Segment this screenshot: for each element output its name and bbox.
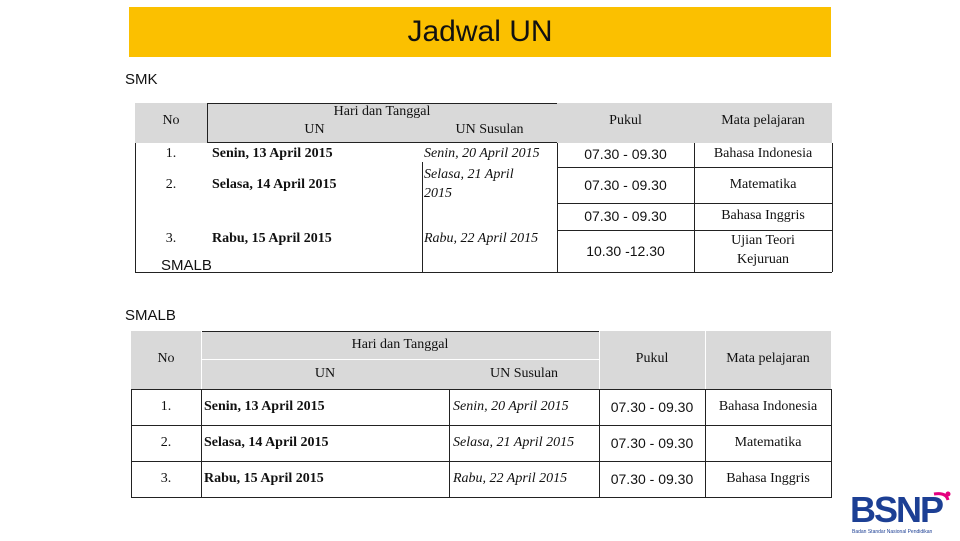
smk-row-1-pukul: 07.30 - 09.30 (584, 146, 667, 162)
smk-row-1-no: 1. (165, 146, 177, 161)
smalb-row-2-no: 2. (160, 435, 172, 450)
smalb-row-3-mapel: Bahasa Inggris (726, 471, 810, 486)
smk-row-1-un: Senin, 13 April 2015 (212, 146, 333, 161)
smalb-header-un-susulan: UN Susulan (489, 366, 559, 381)
smk-row-2-mapel: Matematika (729, 177, 797, 192)
page-title: Jadwal UN (407, 15, 553, 48)
smalb-row-3-no: 3. (160, 471, 172, 486)
smk-row-2-pukul: 07.30 - 09.30 (584, 177, 667, 193)
smk-row-3-un: Rabu, 15 April 2015 (212, 231, 332, 246)
smk-row-3b-pukul: 10.30 -12.30 (586, 243, 665, 259)
smk-row-3-no: 3. (165, 231, 177, 246)
smk-row-2-susulan-line1: Selasa, 21 April (424, 167, 514, 182)
smk-header-hari-tanggal: Hari dan Tanggal (333, 104, 431, 119)
smk-header-un-susulan: UN Susulan (455, 122, 524, 137)
smalb-row-3-un: Rabu, 15 April 2015 (204, 471, 324, 486)
smk-row-3-susulan: Rabu, 22 April 2015 (424, 231, 539, 246)
bsnp-logo (848, 488, 952, 536)
smalb-section-label: SMALB (125, 307, 176, 324)
smalb-row-1-susulan: Senin, 20 April 2015 (453, 399, 569, 414)
smk-overlap-label: SMALB (161, 257, 212, 274)
smk-row-1-susulan: Senin, 20 April 2015 (424, 146, 540, 161)
smk-row-3b-mapel-line2: Kejuruan (736, 252, 790, 267)
smalb-row-1-mapel: Bahasa Indonesia (718, 399, 818, 414)
smk-row-3a-mapel: Bahasa Inggris (721, 208, 805, 223)
smalb-row-2-un: Selasa, 14 April 2015 (204, 435, 329, 450)
smk-section-label: SMK (125, 71, 158, 88)
smalb-row-1-no: 1. (160, 399, 172, 414)
smk-row-2-no: 2. (165, 177, 177, 192)
svg-text:BSNP: BSNP (850, 489, 943, 530)
smalb-row-3-susulan: Rabu, 22 April 2015 (453, 471, 568, 486)
smalb-header-no: No (157, 351, 175, 366)
smk-row-1-mapel: Bahasa Indonesia (713, 146, 813, 161)
smk-header-no: No (162, 113, 180, 128)
smalb-row-1-un: Senin, 13 April 2015 (204, 399, 325, 414)
smk-row-2-un: Selasa, 14 April 2015 (212, 177, 337, 192)
smk-row-3a-pukul: 07.30 - 09.30 (584, 208, 667, 224)
smk-header-mata-pelajaran: Mata pelajaran (721, 113, 805, 128)
smk-row-3b-mapel-line1: Ujian Teori (731, 233, 795, 248)
smalb-row-2-mapel: Matematika (734, 435, 802, 450)
smalb-row-2-pukul: 07.30 - 09.30 (610, 435, 694, 451)
smk-row-2-susulan-line2: 2015 (424, 186, 452, 201)
svg-text:Badan Standar Nasional Pendidi: Badan Standar Nasional Pendidikan (852, 529, 933, 535)
smalb-row-2-susulan: Selasa, 21 April 2015 (453, 435, 575, 450)
smk-header-pukul: Pukul (609, 113, 642, 128)
smk-header-un: UN (304, 122, 325, 137)
smalb-header-hari-tanggal: Hari dan Tanggal (351, 337, 449, 352)
smalb-header-pukul: Pukul (635, 351, 669, 366)
smalb-row-3-pukul: 07.30 - 09.30 (610, 471, 694, 487)
smalb-row-1-pukul: 07.30 - 09.30 (610, 399, 694, 415)
smalb-header-mata-pelajaran: Mata pelajaran (726, 351, 810, 366)
smalb-header-un: UN (314, 366, 336, 381)
